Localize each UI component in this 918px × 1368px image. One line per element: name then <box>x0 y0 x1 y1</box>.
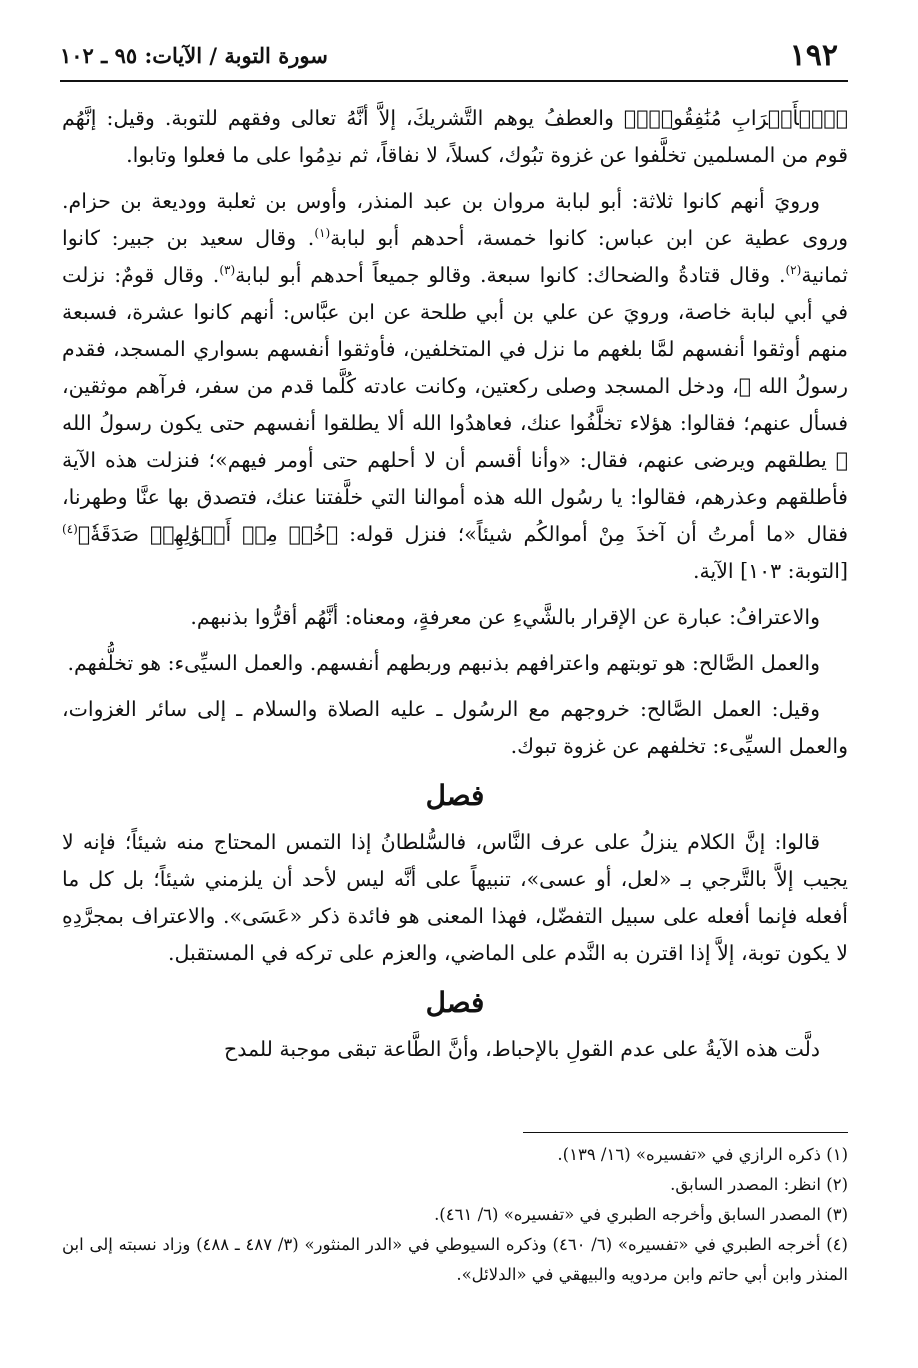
paragraph-2-part-1: ورويَ أنهم كانوا ثلاثة: أبو لبابة مروان بن عبد المنذر، وأوس بن ثعلبة ووديعة بن حزام. وروى عطية عن ابن عباس: كانوا خمسة، أحدهم أبو لبابة <box>62 189 849 250</box>
footnote-marker-1[interactable]: (١) <box>314 226 331 241</box>
section-heading-1: فصل <box>425 779 485 812</box>
main-text <box>62 100 848 1077</box>
paragraph-5: وقيل: العمل الصَّالح: خروجهم مع الرسُول ـ عليه الصلاة والسلام ـ إلى سائر الغزوات، والعمل السيِّىء: تخلفهم عن غزوة تبوك. <box>62 697 848 758</box>
running-title: سورة التوبة / الآيات: ٩٥ ـ ١٠٢ <box>60 42 328 68</box>
paragraph-2-part-5: [التوبة: ١٠٣] الآية. <box>692 559 848 583</box>
section-1-text: قالوا: إنَّ الكلام ينزلُ على عرف النَّاس، فالسُّلطانُ إذا التمس المحتاج منه شيئاً؛ فإنه لا يجيب إلاَّ بالتَّرجي بـ «لعل، أو عسى»، تنبيهاً على أنَّه ليس لأحد أن يلزمني شيئاً؛ بل كل ما أفعله فإنما أفعله على سبيل التفضّل، فهذا المعنى هو فائدة ذكر «عَسَى». والاعتراف بمجرَّدِهِ لا يكون توبة، إلاَّ إذا اقترن به النَّدم على الماضي، والعزم على تركه في المستقبل. <box>62 830 848 965</box>
paragraph-1: ﴿ٱلۡأَعۡرَابِ مُنَٰفِقُونَۖ﴾ والعطفُ يوهم التَّشريكَ، إلاَّ أنَّهُ تعالى وفقهم للتوبة. وقيل: إنَّهُم قوم من المسلمين تخلَّفوا عن غزوة تبُوك، كسلاً، لا نفاقاً، ثم ندِمُوا على ما فعلوا وتابوا. <box>62 106 848 167</box>
paragraph-2 <box>62 183 848 590</box>
section-heading-2: فصل <box>425 986 485 1019</box>
paragraph-3: والاعترافُ: عبارة عن الإقرار بالشَّيءِ عن معرفةٍ، ومعناه: أنَّهُم أقرُّوا بذنبهم. <box>190 605 820 629</box>
paragraph-2-part-3: . وقال قتادةُ والضحاك: كانوا سبعة. وقالو جميعاً أحدهم أبو لبابة <box>235 263 786 287</box>
footnote-3: (٣) المصدر السابق وأخرجه الطبري في «تفسيره» (٦/ ٤٦١). <box>434 1205 848 1224</box>
page-header <box>60 30 838 80</box>
section-2-text: دلَّت هذه الآيةُ على عدم القولِ بالإحباط، وأنَّ الطَّاعة تبقى موجبة للمدح <box>223 1037 820 1061</box>
footnote-divider <box>523 1132 848 1133</box>
footnote-2: (٢) انظر: المصدر السابق. <box>670 1175 848 1194</box>
footnote-1: (١) ذكره الرازي في «تفسيره» (١٦/ ١٣٩). <box>557 1145 848 1164</box>
footnote-marker-3[interactable]: (٣) <box>219 263 236 278</box>
paragraph-2-part-2: . وقال سعيد بن جبير: كانوا ثمانية <box>62 226 848 287</box>
footnote-marker-2[interactable]: (٢) <box>785 263 802 278</box>
footnote-marker-4[interactable]: (٤) <box>62 522 78 537</box>
page-number: ١٩٢ <box>789 37 838 73</box>
header-divider <box>60 80 848 82</box>
footnote-4: (٤) أخرجه الطبري في «تفسيره» (٦/ ٤٦٠) وذكره السيوطي في «الدر المنثور» (٣/ ٤٨٧ ـ ٤٨٨) وزاد نسبته إلى ابن المنذر وابن أبي حاتم وابن مردويه والبيهقي في «الدلائل». <box>62 1235 848 1284</box>
footnotes <box>62 1140 848 1290</box>
paragraph-4: والعمل الصَّالح: هو توبتهم واعترافهم بذنبهم وربطهم أنفسهم. والعمل السيِّىء: هو تخلُّفهم. <box>67 651 820 675</box>
paragraph-2-part-4: . وقال قومٌ: نزلت في أبي لبابة خاصة، ورويَ عن علي بن أبي طلحة عن ابن عبَّاس: أنهم كانوا عشرة، فسبعة منهم أوثقوا أنفسهم لمَّا بلغهم ما نزل في المتخلفين، فأوثقوا أنفسهم بسواري المسجد، فقدم رسولُ الله ﷺ، ودخل المسجد وصلى ركعتين، وكانت عادته كُلَّما قدم من سفر، فرآهم موثقين، فسأل عنهم؛ فقالوا: هؤلاء تخلَّفُوا عنك، فعاهدُوا الله ألا يطلقوا أنفسهم حتى يكون رسولُ الله ﷺ يطلقهم ويرضى عنهم، فقال: «وأنا أقسم أن لا أحلهم حتى أومر فيهم»؛ فنزلت هذه الآية فأطلقهم وعذرهم، فقالوا: يا رسُول الله هذه أموالنا التي خلَّفتنا عنك، فتصدق بها عنَّا وطهرنا، فقال «ما أمرتُ أن آخذَ مِنْ أموالكُم شيئاً»؛ فنزل قوله: ﴿خُذۡ مِنۡ أَمۡوَٰلِهِمۡ صَدَقَةٗ﴾ <box>62 263 848 546</box>
